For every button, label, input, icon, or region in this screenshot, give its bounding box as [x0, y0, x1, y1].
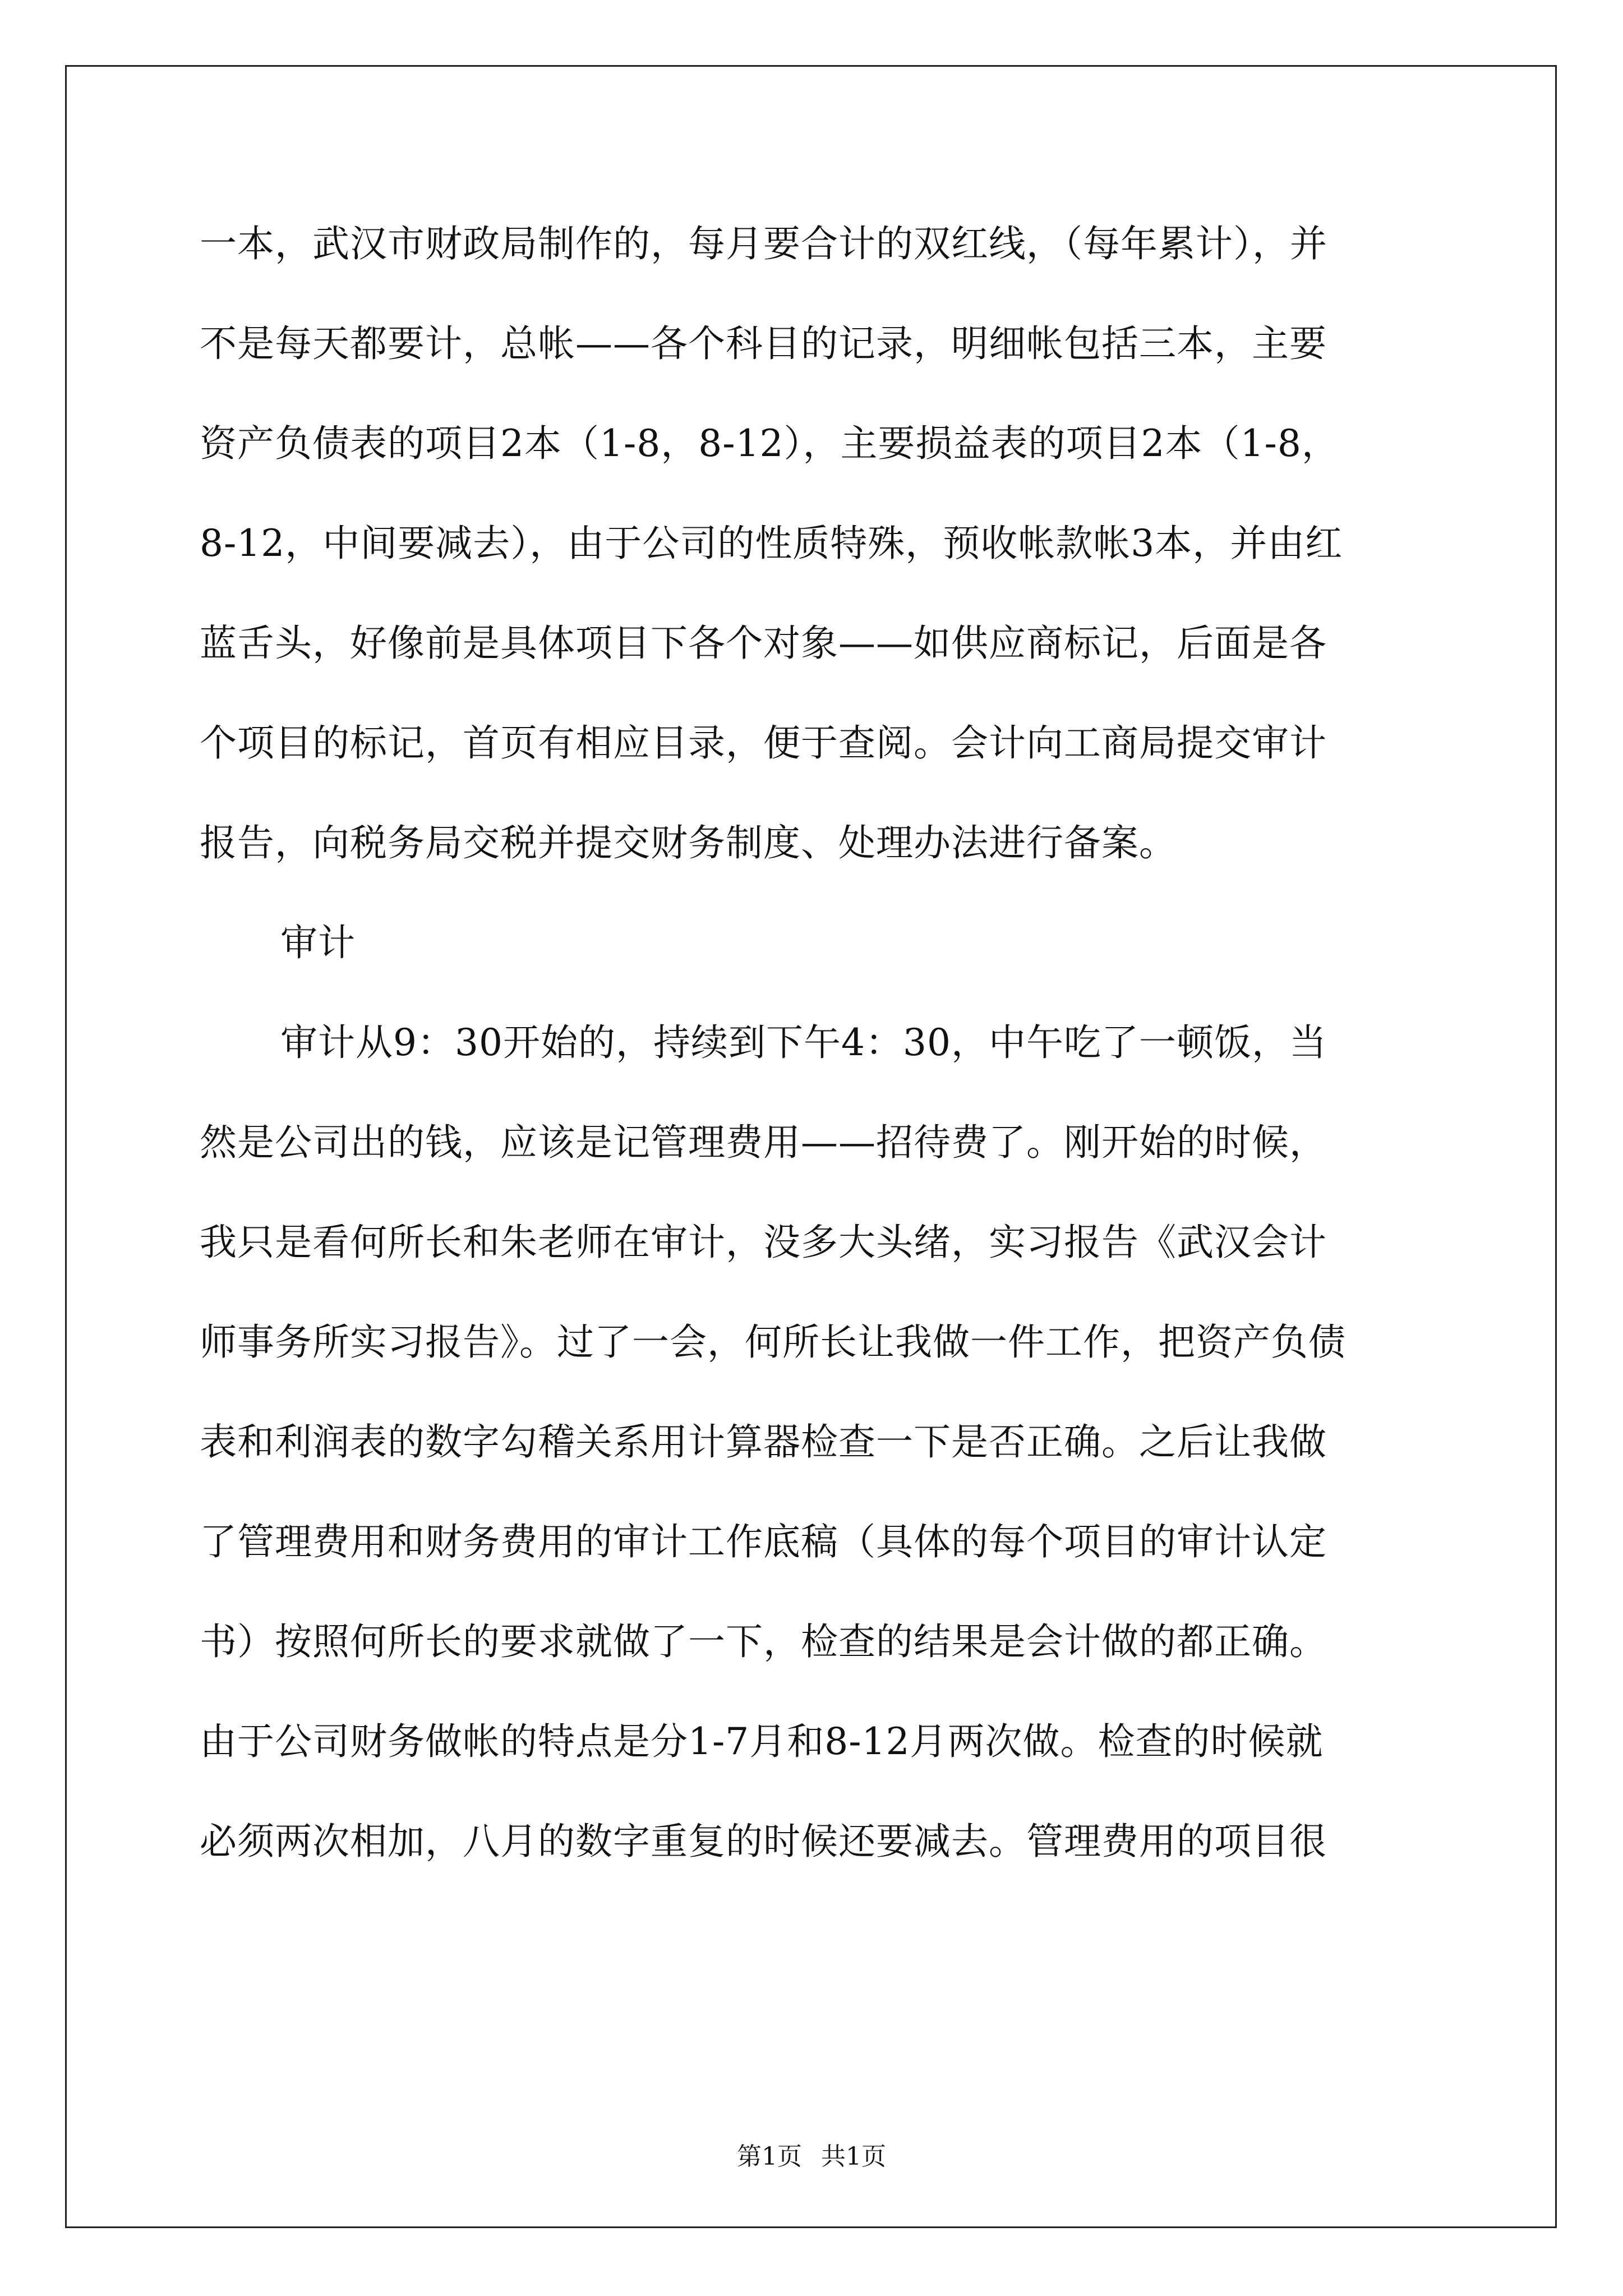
body-line-9: 审计从9：30开始的，持续到下午4：30，中午吃了一顿饭，当 [280, 1021, 1327, 1064]
body-line-4: 8-12，中间要减去），由于公司的性质特殊，预收帐款帐3本，并由红 [200, 522, 1343, 565]
body-line-5: 蓝舌头，好像前是具体项目下各个对象——如供应商标记，后面是各 [200, 622, 1327, 665]
body-line-2: 不是每天都要计，总帐——各个科目的记录，明细帐包括三本，主要 [200, 322, 1327, 365]
section-heading: 审计 [280, 921, 356, 964]
body-line-13: 表和利润表的数字勾稽关系用计算器检查一下是否正确。之后让我做 [200, 1420, 1327, 1464]
body-line-12: 师事务所实习报告》。过了一会，何所长让我做一件工作，把资产负债 [200, 1320, 1346, 1364]
body-line-16: 由于公司财务做帐的特点是分1-7月和8-12月两次做。检查的时候就 [200, 1720, 1324, 1763]
body-line-17: 必须两次相加，八月的数字重复的时候还要减去。管理费用的项目很 [200, 1820, 1327, 1863]
body-line-6: 个项目的标记，首页有相应目录，便于查阅。会计向工商局提交审计 [200, 721, 1327, 765]
body-line-11: 我只是看何所长和朱老师在审计，没多大头绪，实习报告《武汉会计 [200, 1221, 1327, 1264]
body-line-14: 了管理费用和财务费用的审计工作底稿（具体的每个项目的审计认定 [200, 1520, 1327, 1563]
body-line-1: 一本，武汉市财政局制作的，每月要合计的双红线，（每年累计），并 [200, 222, 1327, 265]
page-number: 第1页 [737, 2142, 802, 2171]
body-line-15: 书）按照何所长的要求就做了一下，检查的结果是会计做的都正确。 [200, 1620, 1327, 1663]
body-line-10: 然是公司出的钱，应该是记管理费用——招待费了。刚开始的时候， [200, 1121, 1327, 1164]
page-total: 共1页 [821, 2142, 886, 2171]
page-footer [0, 2136, 1623, 2172]
body-line-7: 报告，向税务局交税并提交财务制度、处理办法进行备案。 [200, 821, 1177, 864]
body-line-3: 资产负债表的项目2本（1-8，8-12），主要损益表的项目2本（1-8， [200, 422, 1339, 465]
